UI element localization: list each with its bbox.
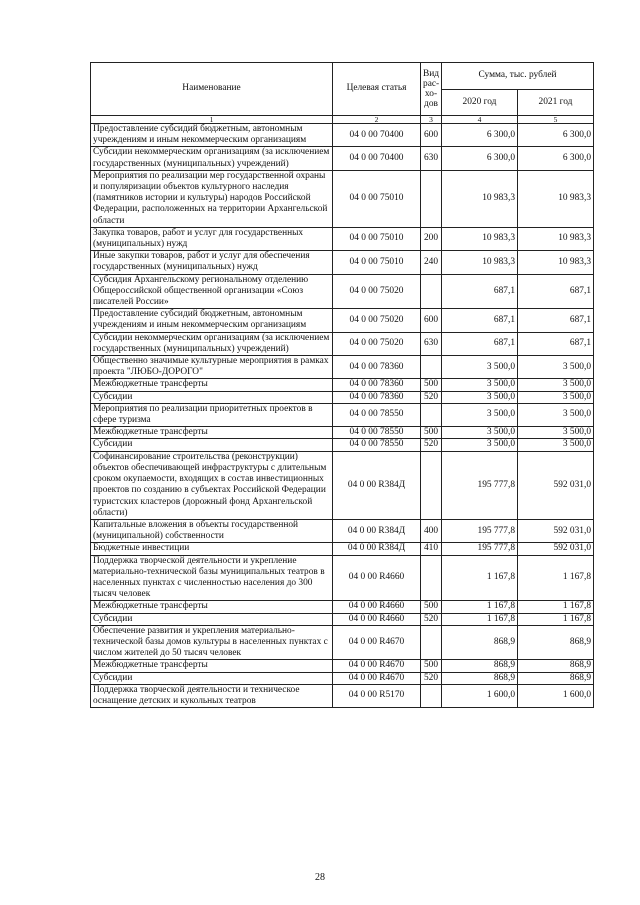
table-row — [91, 613, 594, 625]
row-sum-2020: 1 167,8 — [442, 601, 518, 613]
header-target-article: Целевая статья — [333, 63, 421, 116]
row-sum-2021: 3 500,0 — [518, 427, 594, 439]
row-target-article: 04 0 00 R5170 — [333, 684, 421, 707]
row-sum-2020: 868,9 — [442, 625, 518, 660]
table-row — [91, 601, 594, 613]
table-row — [91, 660, 594, 672]
row-sum-2021: 687,1 — [518, 309, 594, 332]
row-sum-2021: 6 300,0 — [518, 147, 594, 170]
row-name: Общественно значимые культурные мероприятия в рамках проекта "ЛЮБО-ДОРОГО" — [91, 356, 333, 379]
row-expense-type: 520 — [421, 439, 442, 451]
row-target-article: 04 0 00 75020 — [333, 332, 421, 355]
row-sum-2021: 3 500,0 — [518, 379, 594, 391]
row-target-article: 04 0 00 78550 — [333, 427, 421, 439]
row-name: Межбюджетные трансферты — [91, 601, 333, 613]
row-name: Иные закупки товаров, работ и услуг для обеспечения государственных (муниципальных) нужд — [91, 251, 333, 274]
row-sum-2020: 1 167,8 — [442, 555, 518, 601]
row-sum-2020: 3 500,0 — [442, 391, 518, 403]
row-sum-2021: 868,9 — [518, 660, 594, 672]
row-expense-type — [421, 451, 442, 519]
row-sum-2020: 6 300,0 — [442, 147, 518, 170]
row-expense-type: 200 — [421, 227, 442, 250]
row-sum-2020: 687,1 — [442, 332, 518, 355]
row-expense-type: 630 — [421, 147, 442, 170]
header-sum: Сумма, тыс. рублей — [442, 63, 594, 90]
row-target-article: 04 0 00 75010 — [333, 251, 421, 274]
row-name: Субсидии — [91, 391, 333, 403]
row-expense-type: 400 — [421, 519, 442, 542]
row-sum-2020: 3 500,0 — [442, 356, 518, 379]
row-expense-type: 600 — [421, 309, 442, 332]
column-number: 5 — [518, 116, 594, 124]
table-row — [91, 379, 594, 391]
row-expense-type — [421, 403, 442, 426]
row-target-article: 04 0 00 70400 — [333, 124, 421, 147]
header-expense-type: Вид рас-хо-дов — [421, 63, 442, 116]
row-sum-2021: 592 031,0 — [518, 543, 594, 555]
row-target-article: 04 0 00 R4660 — [333, 613, 421, 625]
row-expense-type: 500 — [421, 601, 442, 613]
row-sum-2021: 868,9 — [518, 672, 594, 684]
row-expense-type — [421, 274, 442, 309]
row-expense-type: 500 — [421, 379, 442, 391]
row-sum-2020: 10 983,3 — [442, 170, 518, 227]
row-target-article: 04 0 00 75020 — [333, 309, 421, 332]
budget-table — [90, 62, 594, 708]
row-sum-2020: 195 777,8 — [442, 451, 518, 519]
row-name: Субсидии — [91, 613, 333, 625]
row-sum-2020: 868,9 — [442, 672, 518, 684]
row-sum-2020: 3 500,0 — [442, 379, 518, 391]
row-sum-2021: 592 031,0 — [518, 519, 594, 542]
row-sum-2020: 3 500,0 — [442, 439, 518, 451]
row-sum-2020: 10 983,3 — [442, 227, 518, 250]
row-target-article: 04 0 00 75010 — [333, 170, 421, 227]
row-sum-2021: 592 031,0 — [518, 451, 594, 519]
row-sum-2021: 10 983,3 — [518, 170, 594, 227]
row-target-article: 04 0 00 70400 — [333, 147, 421, 170]
row-sum-2021: 1 167,8 — [518, 601, 594, 613]
row-sum-2020: 1 167,8 — [442, 613, 518, 625]
row-sum-2021: 3 500,0 — [518, 403, 594, 426]
row-target-article: 04 0 00 75010 — [333, 227, 421, 250]
row-sum-2020: 6 300,0 — [442, 124, 518, 147]
table-row — [91, 684, 594, 707]
table-row — [91, 391, 594, 403]
header-name: Наименование — [91, 63, 333, 116]
row-target-article: 04 0 00 R4660 — [333, 555, 421, 601]
row-name: Капитальные вложения в объекты государственной (муниципальной) собственности — [91, 519, 333, 542]
row-sum-2020: 687,1 — [442, 274, 518, 309]
table-row — [91, 672, 594, 684]
table-body — [91, 124, 594, 708]
row-sum-2021: 1 167,8 — [518, 613, 594, 625]
row-name: Субсидия Архангельскому региональному отделению Общероссийской общественной организации «Союз писателей России» — [91, 274, 333, 309]
row-target-article: 04 0 00 78550 — [333, 403, 421, 426]
table-row — [91, 543, 594, 555]
table-row — [91, 332, 594, 355]
row-sum-2021: 3 500,0 — [518, 439, 594, 451]
row-sum-2020: 868,9 — [442, 660, 518, 672]
table-row — [91, 625, 594, 660]
row-expense-type — [421, 555, 442, 601]
row-name: Бюджетные инвестиции — [91, 543, 333, 555]
row-name: Поддержка творческой деятельности и техническое оснащение детских и кукольных театров — [91, 684, 333, 707]
table-row — [91, 251, 594, 274]
table-row — [91, 274, 594, 309]
row-expense-type — [421, 356, 442, 379]
table-row — [91, 427, 594, 439]
row-name: Предоставление субсидий бюджетным, автономным учреждениям и иным некоммерческим организациям — [91, 309, 333, 332]
table-row — [91, 356, 594, 379]
row-target-article: 04 0 00 R4670 — [333, 660, 421, 672]
row-name: Межбюджетные трансферты — [91, 379, 333, 391]
row-name: Межбюджетные трансферты — [91, 660, 333, 672]
row-sum-2021: 3 500,0 — [518, 356, 594, 379]
row-sum-2020: 1 600,0 — [442, 684, 518, 707]
table-row — [91, 227, 594, 250]
row-name: Обеспечение развития и укрепления материально-технической базы домов культуры в населенных пунктах с числом жителей до 50 тысяч человек — [91, 625, 333, 660]
row-sum-2021: 1 600,0 — [518, 684, 594, 707]
row-target-article: 04 0 00 75020 — [333, 274, 421, 309]
table-row — [91, 403, 594, 426]
row-name: Субсидии — [91, 439, 333, 451]
row-sum-2020: 687,1 — [442, 309, 518, 332]
column-number: 1 — [91, 116, 333, 124]
row-sum-2020: 195 777,8 — [442, 543, 518, 555]
table-row — [91, 439, 594, 451]
row-expense-type — [421, 684, 442, 707]
row-expense-type: 520 — [421, 672, 442, 684]
row-sum-2020: 195 777,8 — [442, 519, 518, 542]
column-number: 4 — [442, 116, 518, 124]
table-row — [91, 309, 594, 332]
row-sum-2020: 10 983,3 — [442, 251, 518, 274]
row-expense-type — [421, 625, 442, 660]
page-number: 28 — [315, 872, 325, 883]
row-expense-type: 500 — [421, 427, 442, 439]
row-expense-type — [421, 170, 442, 227]
table-row — [91, 451, 594, 519]
row-target-article: 04 0 00 78360 — [333, 391, 421, 403]
row-target-article: 04 0 00 R4670 — [333, 672, 421, 684]
row-name: Субсидии некоммерческим организациям (за исключением государственных (муниципальных) учреждений) — [91, 147, 333, 170]
row-sum-2021: 687,1 — [518, 332, 594, 355]
column-number: 2 — [333, 116, 421, 124]
row-name: Межбюджетные трансферты — [91, 427, 333, 439]
row-target-article: 04 0 00 78360 — [333, 356, 421, 379]
table-row — [91, 147, 594, 170]
row-name: Мероприятия по реализации приоритетных проектов в сфере туризма — [91, 403, 333, 426]
row-target-article: 04 0 00 R384Д — [333, 543, 421, 555]
row-expense-type: 630 — [421, 332, 442, 355]
row-sum-2021: 3 500,0 — [518, 391, 594, 403]
column-number: 3 — [421, 116, 442, 124]
row-sum-2020: 3 500,0 — [442, 403, 518, 426]
row-expense-type: 240 — [421, 251, 442, 274]
row-name: Субсидии некоммерческим организациям (за исключением государственных (муниципальных) учреждений) — [91, 332, 333, 355]
row-sum-2021: 10 983,3 — [518, 251, 594, 274]
row-target-article: 04 0 00 R384Д — [333, 519, 421, 542]
row-expense-type: 500 — [421, 660, 442, 672]
table-row — [91, 170, 594, 227]
row-expense-type: 520 — [421, 613, 442, 625]
row-sum-2020: 3 500,0 — [442, 427, 518, 439]
row-sum-2021: 1 167,8 — [518, 555, 594, 601]
row-sum-2021: 6 300,0 — [518, 124, 594, 147]
row-name: Мероприятия по реализации мер государственной охраны и популяризации объектов культурного наследия (памятников истории и культуры) народов Российской Федерации, расположенных на территории Архангельской области — [91, 170, 333, 227]
header-year-2021: 2021 год — [518, 89, 594, 116]
row-expense-type: 410 — [421, 543, 442, 555]
row-name: Субсидии — [91, 672, 333, 684]
table-row — [91, 124, 594, 147]
row-name: Закупка товаров, работ и услуг для государственных (муниципальных) нужд — [91, 227, 333, 250]
row-target-article: 04 0 00 R4660 — [333, 601, 421, 613]
header-year-2020: 2020 год — [442, 89, 518, 116]
row-name: Софинансирование строительства (реконструкции) объектов обеспечивающей инфраструктуры с длительным сроком окупаемости, входящих в состав инвестиционных проектов по созданию в субъектах Российской Федерации туристских кластеров (дорожный фонд Архангельской области) — [91, 451, 333, 519]
row-sum-2021: 868,9 — [518, 625, 594, 660]
row-target-article: 04 0 00 R384Д — [333, 451, 421, 519]
row-target-article: 04 0 00 R4670 — [333, 625, 421, 660]
row-sum-2021: 687,1 — [518, 274, 594, 309]
row-name: Поддержка творческой деятельности и укрепление материально-технической базы муниципальных театров в населенных пунктах с численностью населения до 300 тысяч человек — [91, 555, 333, 601]
table-row — [91, 519, 594, 542]
row-target-article: 04 0 00 78360 — [333, 379, 421, 391]
row-target-article: 04 0 00 78550 — [333, 439, 421, 451]
row-expense-type: 520 — [421, 391, 442, 403]
row-sum-2021: 10 983,3 — [518, 227, 594, 250]
row-name: Предоставление субсидий бюджетным, автономным учреждениям и иным некоммерческим организациям — [91, 124, 333, 147]
row-expense-type: 600 — [421, 124, 442, 147]
table-row — [91, 555, 594, 601]
